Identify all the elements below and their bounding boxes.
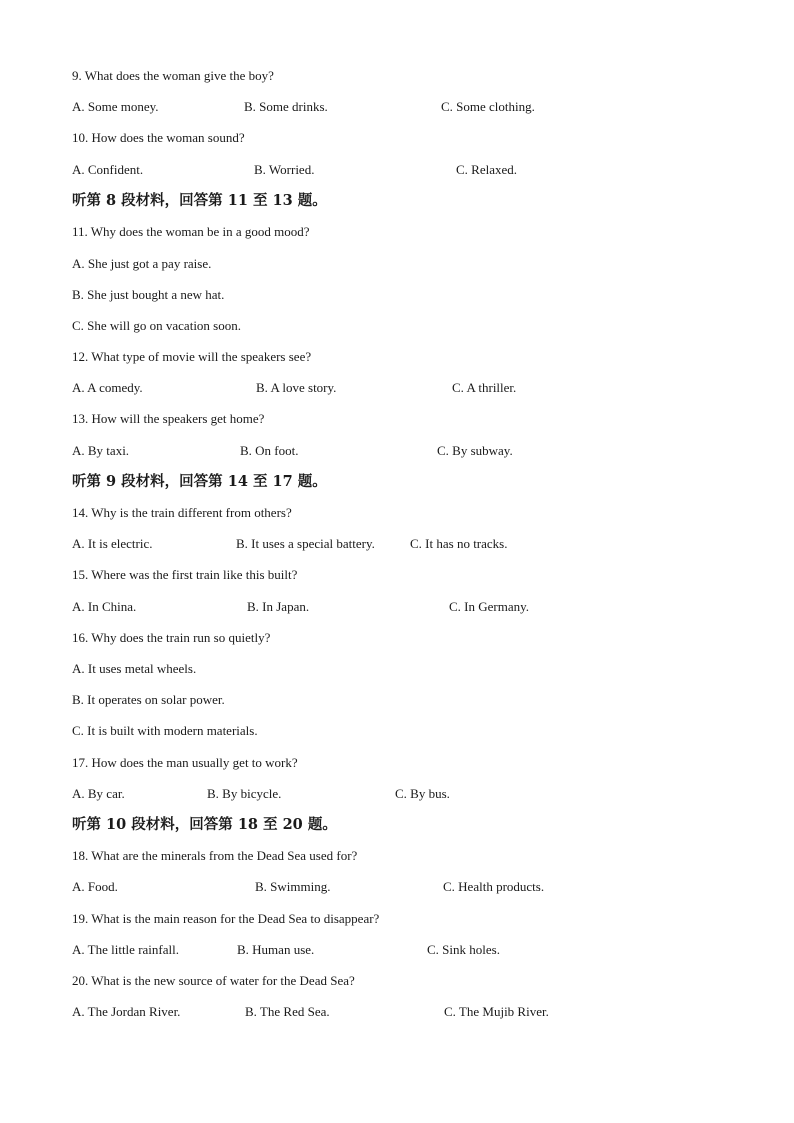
question-11: 11. Why does the woman be in a good mood? <box>72 224 310 239</box>
q14-option-a: A. It is electric. <box>72 536 153 551</box>
q12-option-c: C. A thriller. <box>452 380 517 395</box>
q9-option-b: B. Some drinks. <box>244 99 328 114</box>
q18-option-c: C. Health products. <box>443 879 545 894</box>
q19-option-b: B. Human use. <box>237 942 315 957</box>
q16-option-c: C. It is built with modern materials. <box>72 723 258 738</box>
question-19: 19. What is the main reason for the Dead Sea to disappear? <box>72 911 380 926</box>
q17-option-c: C. By bus. <box>395 786 450 801</box>
q9-option-a: A. Some money. <box>72 99 159 114</box>
q20-option-b: B. The Red Sea. <box>245 1004 330 1019</box>
section-heading-9: 听第 9 段材料，回答第 14 至 17 题。 <box>72 473 327 490</box>
q12-option-a: A. A comedy. <box>72 380 143 395</box>
q15-option-b: B. In Japan. <box>247 599 310 614</box>
question-12: 12. What type of movie will the speakers see? <box>72 349 312 364</box>
question-9: 9. What does the woman give the boy? <box>72 68 274 83</box>
question-14: 14. Why is the train different from others? <box>72 505 292 520</box>
q18-option-b: B. Swimming. <box>255 879 331 894</box>
q10-option-c: C. Relaxed. <box>456 162 518 177</box>
q13-option-c: C. By subway. <box>437 443 513 458</box>
question-17: 17. How does the man usually get to work? <box>72 755 298 770</box>
q13-option-a: A. By taxi. <box>72 443 130 458</box>
q20-option-c: C. The Mujib River. <box>444 1004 549 1019</box>
question-13: 13. How will the speakers get home? <box>72 411 265 426</box>
question-20: 20. What is the new source of water for the Dead Sea? <box>72 973 355 988</box>
q9-option-c: C. Some clothing. <box>441 99 535 114</box>
q18-option-a: A. Food. <box>72 879 118 894</box>
q11-option-b: B. She just bought a new hat. <box>72 287 225 302</box>
section-heading-8: 听第 8 段材料，回答第 11 至 13 题。 <box>72 192 327 209</box>
q16-option-b: B. It operates on solar power. <box>72 692 225 707</box>
q10-option-b: B. Worried. <box>254 162 315 177</box>
q13-option-b: B. On foot. <box>240 443 299 458</box>
q15-option-a: A. In China. <box>72 599 137 614</box>
q16-option-a: A. It uses metal wheels. <box>72 661 197 676</box>
q11-option-c: C. She will go on vacation soon. <box>72 318 241 333</box>
q17-option-b: B. By bicycle. <box>207 786 282 801</box>
q14-option-c: C. It has no tracks. <box>410 536 508 551</box>
q20-option-a: A. The Jordan River. <box>72 1004 181 1019</box>
q19-option-a: A. The little rainfall. <box>72 942 179 957</box>
q14-option-b: B. It uses a special battery. <box>236 536 375 551</box>
question-10: 10. How does the woman sound? <box>72 130 245 145</box>
question-18: 18. What are the minerals from the Dead Sea used for? <box>72 848 358 863</box>
question-16: 16. Why does the train run so quietly? <box>72 630 271 645</box>
q11-option-a: A. She just got a pay raise. <box>72 256 212 271</box>
q19-option-c: C. Sink holes. <box>427 942 500 957</box>
section-heading-10: 听第 10 段材料，回答第 18 至 20 题。 <box>72 816 337 833</box>
q10-option-a: A. Confident. <box>72 162 144 177</box>
q12-option-b: B. A love story. <box>256 380 337 395</box>
q15-option-c: C. In Germany. <box>449 599 530 614</box>
question-15: 15. Where was the first train like this built? <box>72 567 298 582</box>
q17-option-a: A. By car. <box>72 786 125 801</box>
